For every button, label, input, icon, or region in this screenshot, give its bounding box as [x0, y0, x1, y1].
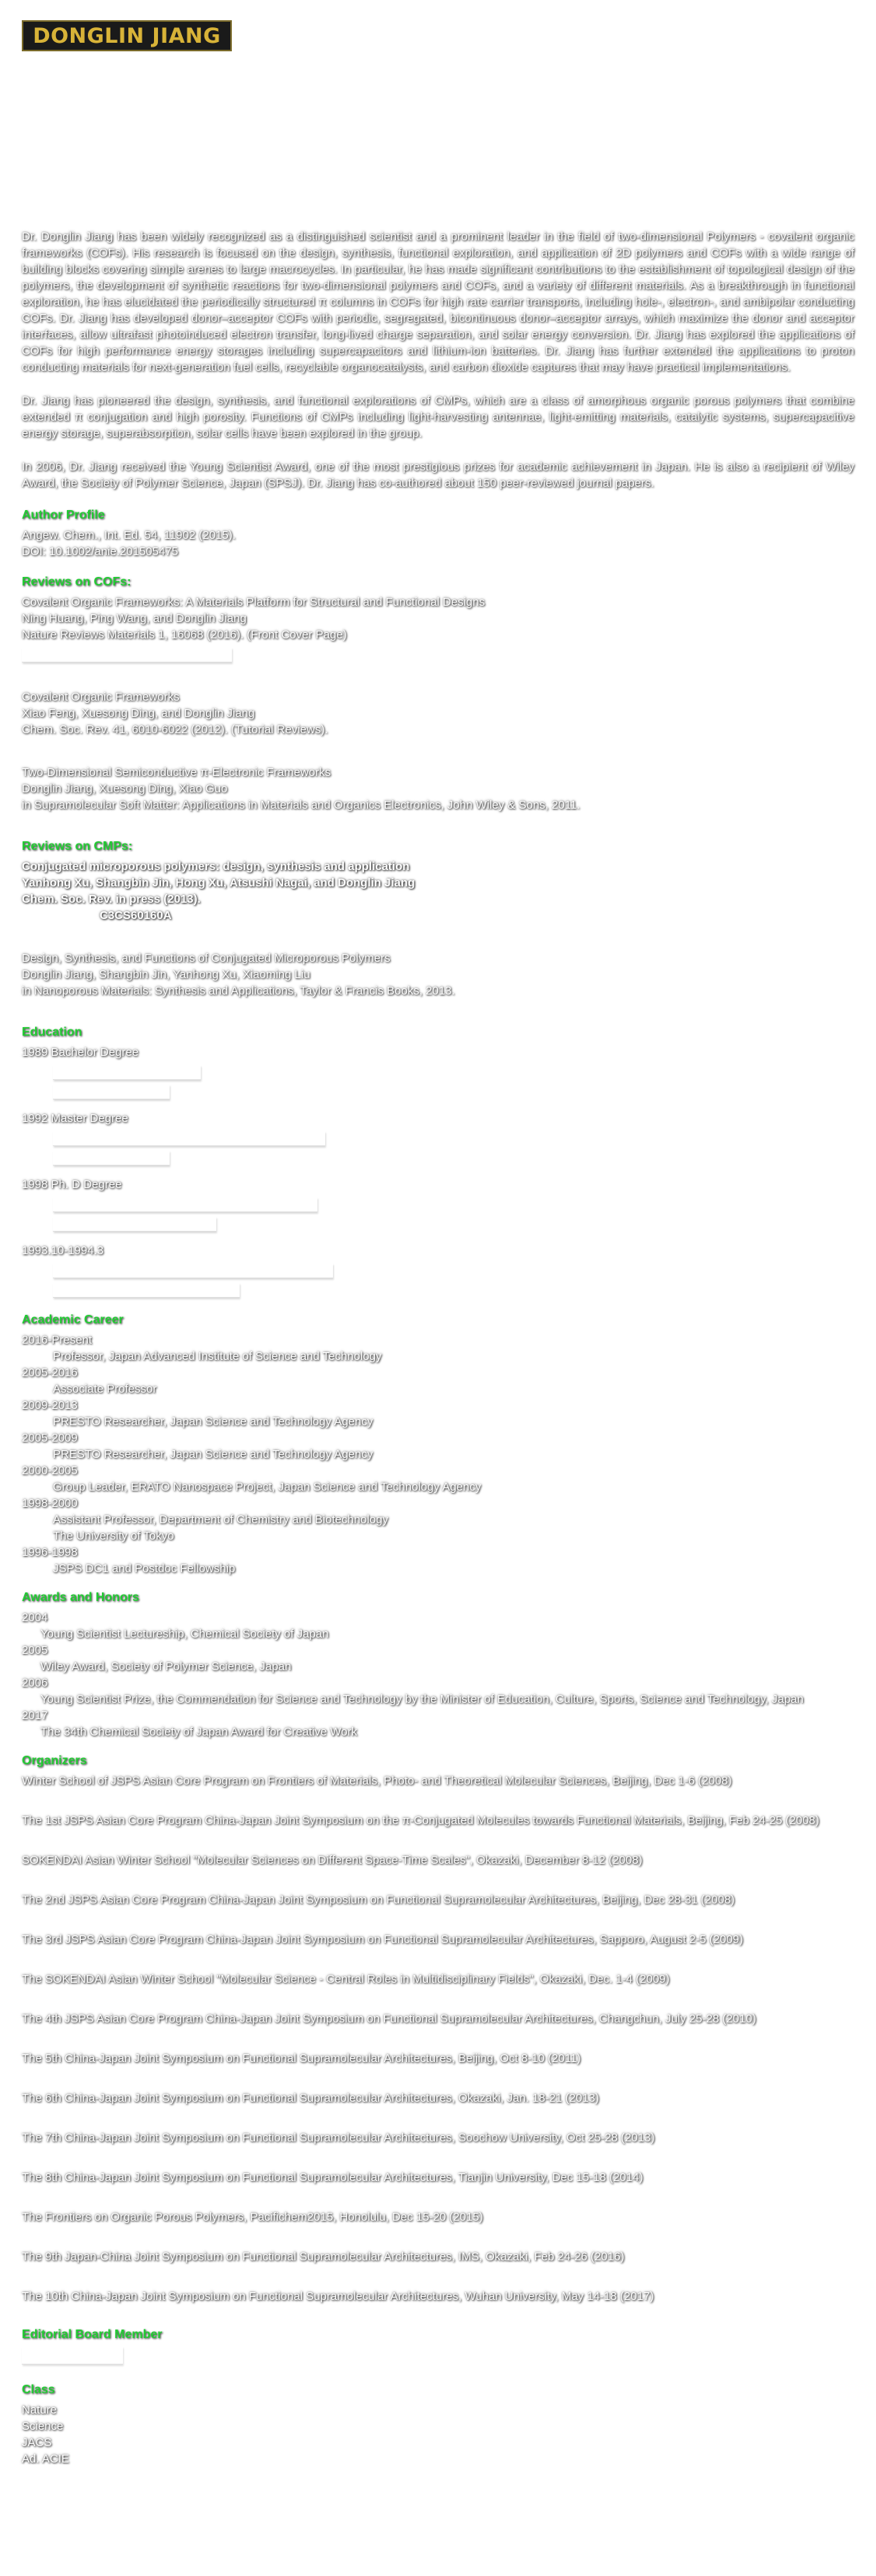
- review-line: in Supramolecular Soft Matter: Applications in Materials and Organics Electronics, John Wiley & Sons, 2011.: [22, 799, 580, 812]
- career-period: 2009-2013: [22, 1399, 78, 1412]
- education-detail-link[interactable]: [53, 1085, 170, 1099]
- organizer-item: The 2nd JSPS Asian Core Program China-Japan Joint Symposium on Functional Supramolecular Architectures, Beijing, Dec 28-31 (2008): [22, 1893, 735, 1907]
- review-link-placeholder[interactable]: [22, 648, 232, 662]
- career-position: PRESTO Researcher, Japan Science and Technology Agency: [53, 1415, 373, 1428]
- review-item: [22, 594, 854, 662]
- education-item: [22, 1044, 854, 1099]
- career-position: Associate Professor: [53, 1382, 157, 1396]
- career-position: PRESTO Researcher, Japan Science and Technology Agency: [53, 1448, 373, 1461]
- career-period: 1996-1998: [22, 1546, 78, 1559]
- organizers-heading: Organizers: [22, 1754, 87, 1767]
- review-line[interactable]: Two-Dimensional Semiconductive π-Electronic Frameworks: [22, 766, 331, 779]
- organizer-item: SOKENDAI Asian Winter School "Molecular Sciences on Different Space-Time Scales", Okazaki, December 8-12 (2008): [22, 1854, 643, 1867]
- career-period: 1998-2000: [22, 1497, 78, 1510]
- review-line[interactable]: Covalent Organic Frameworks: A Materials Platform for Structural and Functional Designs: [22, 596, 485, 609]
- review-line: Donglin Jiang, Shangbin Jin, Yanhong Xu, Xiaoming Liu: [22, 968, 310, 981]
- review-line[interactable]: Covalent Organic Frameworks: [22, 690, 180, 704]
- career-period: 2000-2005: [22, 1464, 78, 1477]
- organizer-item: The 4th JSPS Asian Core Program China-Japan Joint Symposium on Functional Supramolecular Architectures, Changchun, July 25-28 (2010): [22, 2012, 756, 2025]
- organizer-item: The SOKENDAI Asian Winter School "Molecular Science - Central Roles in Multidisciplinary Fields", Okazaki, Dec. 1-4 (2009): [22, 1973, 670, 1986]
- organizers-list: [22, 1773, 854, 2305]
- education-item: [22, 1243, 854, 1298]
- education-detail-link[interactable]: [53, 1283, 240, 1298]
- review-line[interactable]: Design, Synthesis, and Functions of Conjugated Microporous Polymers: [22, 952, 391, 965]
- award-text: The 34th Chemical Society of Japan Award for Creative Work: [40, 1725, 358, 1739]
- reviews-cmps-list: [22, 858, 854, 999]
- organizer-item: The 9th Japan-China Joint Symposium on Functional Supramolecular Architectures, IMS, Okazaki, Feb 24-26 (2016): [22, 2250, 625, 2263]
- education-degree: 1989 Bachelor Degree: [22, 1046, 139, 1059]
- class-item[interactable]: Science: [22, 2420, 64, 2433]
- review-line: Chem. Soc. Rev. in press (2013).: [22, 893, 201, 906]
- education-item: [22, 1176, 854, 1232]
- reviews-cofs-heading: Reviews on COFs:: [22, 575, 131, 589]
- logo-text: DONGLIN JIANG: [33, 23, 221, 48]
- career-position: The University of Tokyo: [53, 1529, 174, 1543]
- education-list: [22, 1044, 854, 1298]
- review-line: in Nanoporous Materials: Synthesis and Applications, Taylor & Francis Books, 2013.: [22, 984, 455, 998]
- class-item[interactable]: Ad. ACIE: [22, 2452, 69, 2466]
- career-period: 2005-2009: [22, 1431, 78, 1445]
- bio-paragraph: In 2006, Dr. Jiang received the Young Scientist Award, one of the most prestigious prizes for academic achievement in Japan. He is also a recipient of Wiley Award, the Society of Polymer Science, Japan (SPSJ). Dr. Jiang has co-authored about 150 peer-reviewed journal papers.: [22, 460, 854, 490]
- review-line: Nature Reviews Materials 1, 16068 (2016). (Front Cover Page): [22, 628, 347, 641]
- award-year: 2004: [22, 1611, 48, 1624]
- bio-paragraph: Dr. Jiang has pioneered the design, synthesis, and functional explorations of CMPs, which are a class of amorphous organic porous polymers that combine extended π conjugation and high porosity. Functions of CMPs including light-harvesting antennae, light-emitting materials, catalytic systems, supercapacitive energy storage, superabsorption, solar cells have been explored in the group.: [22, 394, 854, 440]
- organizer-item: The 7th China-Japan Joint Symposium on Functional Supramolecular Architectures, Soochow University, Oct 25-28 (2013): [22, 2131, 655, 2144]
- review-line: Ning Huang, Ping Wang, and Donglin Jiang: [22, 612, 247, 625]
- education-item: [22, 1110, 854, 1166]
- class-item[interactable]: JACS: [22, 2436, 52, 2449]
- career-position: JSPS DC1 and Postdoc Fellowship: [53, 1562, 236, 1575]
- author-profile-heading: Author Profile: [22, 509, 105, 522]
- education-detail-link[interactable]: [53, 1264, 333, 1278]
- review-line: C3CS60160A: [100, 909, 172, 922]
- editorial-heading: Editorial Board Member: [22, 2328, 163, 2341]
- organizer-item: The 1st JSPS Asian Core Program China-Japan Joint Symposium on the π-Conjugated Molecules towards Functional Materials, Beijing, Feb 24-25 (2008): [22, 1814, 820, 1827]
- education-degree: 1993.10-1994.3: [22, 1244, 104, 1257]
- author-profile-line: Angew. Chem., Int. Ed. 54, 11902 (2015).: [22, 529, 236, 542]
- review-item: [22, 950, 854, 999]
- review-item: [22, 764, 854, 813]
- education-detail-link[interactable]: [53, 1197, 317, 1212]
- education-degree: 1998 Ph. D Degree: [22, 1178, 122, 1191]
- review-item: [22, 858, 854, 924]
- education-detail-link[interactable]: [53, 1151, 170, 1166]
- biography: [22, 229, 854, 491]
- organizer-item: Winter School of JSPS Asian Core Program on Frontiers of Materials, Photo- and Theoretical Molecular Sciences, Beijing, Dec 1-6 (2008): [22, 1774, 732, 1788]
- career-position: Assistant Professor, Department of Chemistry and Biotechnology: [53, 1513, 389, 1526]
- education-detail-link[interactable]: [53, 1131, 325, 1146]
- review-line: Yanhong Xu, Shangbin Jin, Hong Xu, Atsushi Nagai, and Donglin Jiang: [22, 876, 415, 890]
- award-year: 2005: [22, 1644, 48, 1657]
- award-text: Young Scientist Lectureship, Chemical Society of Japan: [40, 1627, 329, 1641]
- education-detail-link[interactable]: [53, 1217, 216, 1232]
- awards-heading: Awards and Honors: [22, 1591, 139, 1604]
- editorial-link[interactable]: [22, 2347, 123, 2365]
- award-text: Wiley Award, Society of Polymer Science, Japan: [40, 1660, 292, 1673]
- class-item[interactable]: Nature: [22, 2403, 58, 2417]
- education-heading: Education: [22, 1026, 82, 1039]
- education-detail-link[interactable]: [53, 1065, 201, 1080]
- review-item: [22, 689, 854, 738]
- career-position: Professor, Japan Advanced Institute of Science and Technology: [53, 1350, 382, 1363]
- career-period: 2016-Present: [22, 1333, 93, 1347]
- review-line: Donglin Jiang, Xuesong Ding, Xiao Guo: [22, 782, 228, 795]
- author-profile-line: DOI: 10.1002/anie.201505475: [22, 545, 178, 558]
- academic-career-heading: Academic Career: [22, 1313, 124, 1326]
- review-line: Chem. Soc. Rev. 41, 6010-6022 (2012). (Tutorial Reviews).: [22, 723, 328, 736]
- award-text: Young Scientist Prize, the Commendation for Science and Technology by the Minister of Education, Culture, Sports, Science and Technology, Japan: [40, 1693, 804, 1706]
- organizer-item: The Frontiers on Organic Porous Polymers, Pacifichem2015, Honolulu, Dec 15-20 (2015): [22, 2211, 483, 2224]
- organizer-item: The 6th China-Japan Joint Symposium on Functional Supramolecular Architectures, Okazaki, Jan. 18-21 (2013): [22, 2092, 600, 2105]
- class-list: [22, 2402, 854, 2467]
- career-period: 2005-2016: [22, 1366, 78, 1379]
- reviews-cofs-list: [22, 594, 854, 813]
- academic-career-list: [22, 1332, 854, 1577]
- main-content: [22, 229, 854, 2467]
- career-position: Group Leader, ERATO Nanospace Project, Japan Science and Technology Agency: [53, 1480, 482, 1494]
- bio-paragraph: Dr. Donglin Jiang has been widely recognized as a distinguished scientist and a prominent leader in the field of two-dimensional Polymers - covalent organic frameworks (COFs). His research is focused on the design, synthesis, functional exploration, and application of 2D polymers and COFs with a wide range of building blocks covering simple arenes to large macrocycles. In particular, he has made significant contributions to the establishment of topological design of the polymers, the development of synthetic reactions for two-dimensional polymers and COFs, and a variety of different materials. As a breakthrough in functional exploration, he has elucidated the periodically structured π columns in COFs for high rate carrier transports, including hole-, electron-, and ambipolar conducting COFs. Dr. Jiang has developed donor–acceptor COFs with periodic, segregated, bicontinuous donor–acceptor arrays, which maximize the donor and acceptor interfaces, allow ultrafast photoinduced electron transfer, long-lived charge separation, and solar energy conversion. Dr. Jiang has explored the applications of COFs for high performance energy storages including supercapacitors and lithium-ion batteries. Dr. Jiang has further extended the applications to proton conducting materials for next-generation fuel cells, recyclable organocatalysts, and carbon dioxide captures that may have practical implementations.: [22, 230, 854, 374]
- organizer-item: The 10th China-Japan Joint Symposium on Functional Supramolecular Architectures, Wuhan University, May 14-18 (2017): [22, 2290, 654, 2303]
- review-line: Xiao Feng, Xuesong Ding, and Donglin Jiang: [22, 707, 255, 720]
- review-line[interactable]: Conjugated microporous polymers: design, synthesis and application: [22, 860, 410, 873]
- award-year: 2006: [22, 1676, 48, 1690]
- reviews-cmps-heading: Reviews on CMPs:: [22, 840, 133, 853]
- site-logo[interactable]: [22, 20, 232, 51]
- organizer-item: The 5th China-Japan Joint Symposium on Functional Supramolecular Architectures, Beijing, Oct 8-10 (2011): [22, 2052, 581, 2065]
- awards-list: [22, 1610, 854, 1740]
- organizer-item: The 3rd JSPS Asian Core Program China-Japan Joint Symposium on Functional Supramolecular Architectures, Sapporo, August 2-5 (2009): [22, 1933, 744, 1946]
- award-year: 2017: [22, 1709, 48, 1722]
- author-profile: [22, 527, 854, 560]
- education-degree: 1992 Master Degree: [22, 1112, 128, 1125]
- organizer-item: The 8th China-Japan Joint Symposium on Functional Supramolecular Architectures, Tianjin University, Dec 15-18 (2014): [22, 2171, 643, 2184]
- class-heading: Class: [22, 2383, 55, 2396]
